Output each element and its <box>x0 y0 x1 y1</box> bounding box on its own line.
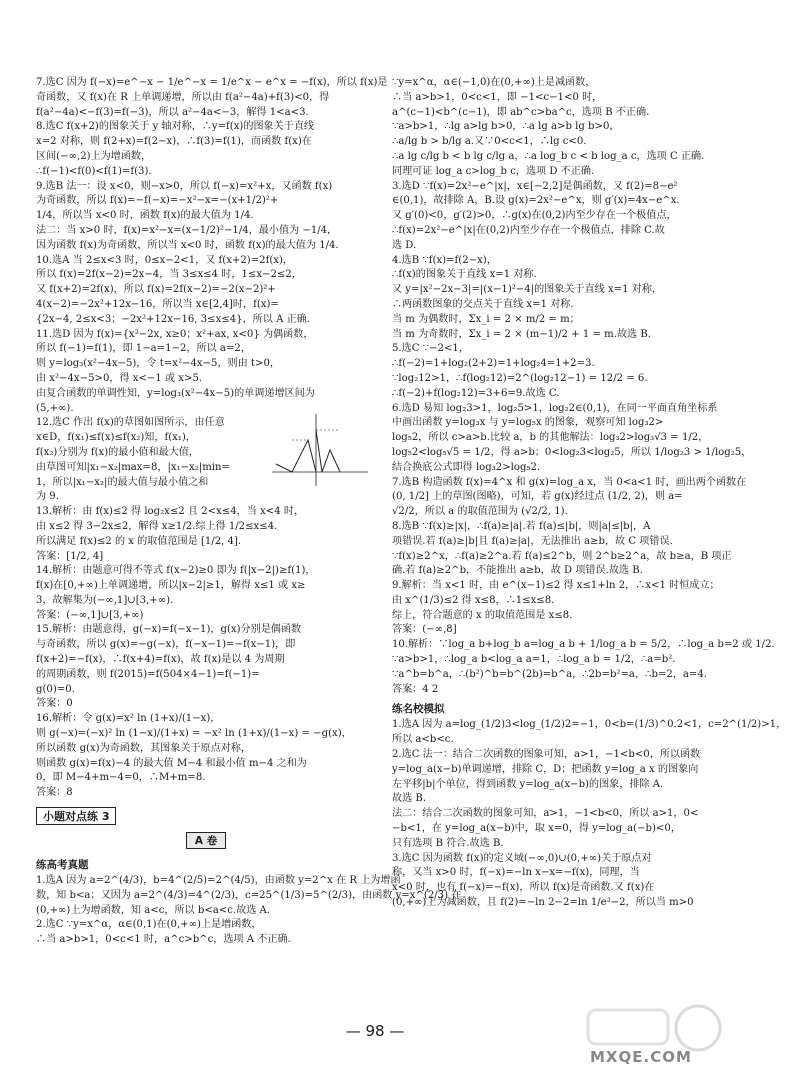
text-line: 由复合函数的单调性知，y=log₃(x²−4x−5)的单调递增区间为 <box>36 387 315 399</box>
text-line: (0,+∞)上为减函数，且 f(2)=−ln 2−2=ln 1/e²−2，所以当 m>0 <box>392 897 694 909</box>
text-line: 综上，符合题意的 x 的取值范围是 x≤8. <box>392 609 573 621</box>
text-line: 所以函数 g(x)为奇函数，其图象关于原点对称， <box>36 742 252 754</box>
text-line: 确.若 f(a)≥2^b，不能推出 a≥b，故 D 项错误.故选 B. <box>392 565 643 577</box>
text-line: 16.解析：令 g(x)=x² ln (1+x)/(1−x)， <box>36 713 221 725</box>
text-line: 9.选B 法一：设 x<0，则−x>0，所以 f(−x)=x²+x，又函数 f(x) <box>36 180 333 192</box>
text-line: 为 9. <box>36 491 59 503</box>
text-line: ∴f(x)=2x²−e^|x|在(0,2)内至少存在一个极值点，排除 C.故 <box>392 224 665 236</box>
text-line: 结合换底公式即得 log₃2>log₅2. <box>392 461 541 473</box>
text-line: 答案：8 <box>36 787 73 799</box>
text-line: 又 g′(0)<0，g′(2)>0，∴g(x)在(0,2)内至少存在一个极值点， <box>392 210 677 222</box>
function-sketch-figure <box>270 410 370 490</box>
text-line: 所以 f(−1)=f(1)，即 1−a=1−2，所以 a=2， <box>36 343 251 355</box>
text-line: log₅2，所以 c>a>b.比较 a，b 的其他解法：log₃2>log₃√3 = 1/2， <box>392 432 709 444</box>
text-line: 10.解析：∵log_a b+log_b a=log_a b + 1/log_a b = 5/2，∴log_a b=2 或 1/2. <box>392 639 775 651</box>
gaokao-section-title: 练高考真题 <box>36 859 89 872</box>
text-line: 5.选C ∵−2<1， <box>392 343 469 355</box>
text-line: 项错误.若 f(a)≥|b|且 f(a)≥|a|，无法推出 a≥b，故 C 项错误. <box>392 535 673 547</box>
text-line: 2.选C ∵y=x^α，α∈(0,1)在(0,+∞)上是增函数， <box>36 919 262 931</box>
text-line: 所以 a<b<c. <box>392 734 454 746</box>
text-line: ∵log₂12>1，∴f(log₂12)=2^(log₂12−1) = 12/2 = 6. <box>392 372 648 384</box>
text-line: 由 x≤2 得 3−2x≤2，解得 x≥1/2.综上得 1/2≤x≤4. <box>36 520 278 532</box>
text-line: 选 D. <box>392 239 417 251</box>
text-line: 为奇函数，所以 f(x)=−f(−x)=−x²−x=−(x+1/2)²+ <box>36 195 279 207</box>
text-line: 答案：4 2 <box>392 683 439 695</box>
text-line: 答案：0 <box>36 698 73 710</box>
text-line: ∴当 a>b>1，0<c<1，即 −1<c−1<0 时， <box>392 91 603 103</box>
text-line: 因为函数 f(x)为奇函数，所以当 x<0 时，函数 f(x)的最大值为 1/4. <box>36 239 339 251</box>
text-line: f(a²−4a)<−f(3)=f(−3)，所以 a²−4a<−3，解得 1<a<3. <box>36 106 309 118</box>
text-line: √2/2，所以 a 的取值范围为 (√2/2, 1). <box>392 506 568 518</box>
text-line: x<0 时，也有 f(−x)=−f(x)，所以 f(x)是奇函数.又 f(x)在 <box>392 882 655 894</box>
text-line: 数，知 b<a；又因为 a=2^(4/3)=4^(2/3)，c=25^(1/3)=5^(2/3)，由函数 y=x^(2/3) 在 <box>36 889 462 901</box>
text-line: ∴a/lg b > b/lg a.又∵0<c<1，∴lg c<0. <box>392 136 587 148</box>
text-line: 中画出函数 y=log₃x 与 y=log₅x 的图象，观察可知 log₃2> <box>392 417 664 429</box>
text-line: 1/4，所以当 x<0 时，函数 f(x)的最大值为 1/4. <box>36 210 254 222</box>
text-line: 由 x²−4x−5>0，得 x<−1 或 x>5. <box>36 372 203 384</box>
text-line: 4(x−2)=−2x²+12x−16，所以当 x∈[2,4]时，f(x)= <box>36 298 279 310</box>
text-line: 的周期函数，则 f(2015)=f(504×4−1)=f(−1)= <box>36 668 260 680</box>
text-line: 称，又当 x>0 时，f(−x)=−ln x−x=−f(x)，同理，当 <box>392 867 640 879</box>
text-line: f(x+2)=−f(x)，∴f(x+4)=f(x)，故 f(x)是以 4 为周期 <box>36 654 285 666</box>
text-line: 所以 f(x)=2f(x−2)=2x−4，当 3≤x≤4 时，1≤x−2≤2， <box>36 269 302 281</box>
text-line: 7.选B 构造函数 f(x)=4^x 和 g(x)=log_a x，当 0<a<1 时，画出两个函数在 <box>392 476 747 488</box>
text-line: ∵a^b=b^a，∴(b²)^b=b^(2b)=b^a，∴2b=b²=a，∴b=2，a=4. <box>392 668 707 680</box>
text-line: 由 x^(1/3)≤2 得 x≤8，∴1≤x≤8. <box>392 594 555 606</box>
text-line: 1，所以|x₁−x₂|的最大值与最小值之和 <box>36 476 209 488</box>
text-line: x=2 对称，则 f(2+x)=f(2−x)，∴f(3)=f(1)，而函数 f(x)在 <box>36 136 312 148</box>
text-line: f(x)在[0,+∞)上单调递增，所以|x−2|≥1，解得 x≤1 或 x≥ <box>36 580 306 592</box>
right-column <box>392 76 786 911</box>
text-line: ∵a>b>1，∴log_a b<log_a a=1，∴log_a b = 1/2，∴a=b². <box>392 654 676 666</box>
text-line: 只有选项 B 符合.故选 B. <box>392 837 504 849</box>
text-line: 3.选C 因为函数 f(x)的定义域(−∞,0)∪(0,+∞)关于原点对 <box>392 852 652 864</box>
text-line: 法二：当 x>0 时，f(x)=x²−x=(x−1/2)²−1/4，最小值为 −1/4， <box>36 224 338 236</box>
text-line: 由草图可知|x₁−x₂|max=8，|x₁−x₂|min= <box>36 461 230 473</box>
text-line: a^(c−1)<b^(c−1)，即 ab^c>ba^c，选项 B 不正确. <box>392 106 650 118</box>
text-line: (5,+∞). <box>36 402 74 414</box>
text-line: 故选 B. <box>392 793 427 805</box>
text-line: 6.选D 易知 log₂3>1，log₂5>1，log₂2∈(0,1)，在同一平面直角坐标系 <box>392 402 718 414</box>
text-line: 答案：(−∞,8] <box>392 624 457 636</box>
text-line: 当 m 为奇数时，Σx_i = 2 × (m−1)/2 + 1 = m.故选 B. <box>392 328 651 340</box>
text-line: ∴f(−1)<f(0)<f(1)=f(3). <box>36 165 152 177</box>
text-line: 0，即 M−4+m−4=0，∴M+m=8. <box>36 772 206 784</box>
text-line: 7.选C 因为 f(−x)=e^−x − 1/e^−x = 1/e^x − e^x = −f(x)，所以 f(x)是 <box>36 77 388 88</box>
text-line: 8.选B ∵f(x)≥|x|，∴f(a)≥|a|.若 f(a)≤|b|，则|a|≤|b|，A <box>392 520 651 532</box>
text-line: (0, 1/2] 上的草图(图略)，可知，若 g(x)经过点 (1/2, 2)，则 a= <box>392 491 683 503</box>
text-line: 11.选D 因为 f(x)={x²−2x, x≥0；x²+ax, x<0} 为偶函数， <box>36 328 314 340</box>
text-line: (0,+∞)上为增函数，知 a<c，所以 b<a<c.故选 A. <box>36 904 271 916</box>
text-line: {2x−4, 2≤x<3；−2x²+12x−16, 3≤x≤4}，所以 A 正确. <box>36 313 310 325</box>
text-line: 10.选A 当 2≤x<3 时，0≤x−2<1，又 f(x+2)=2f(x)， <box>36 254 293 266</box>
text-line: 左平移|b|个单位，得到函数 y=log_a(x−b)的图象，排除 A. <box>392 778 664 790</box>
text-line: ∴f(−2)=1+log₂(2+2)=1+log₂4=1+2=3. <box>392 358 595 370</box>
text-line: 14.解析：由题意可得不等式 f(x−2)≥0 即为 f(|x−2|)≥f(1)， <box>36 565 316 577</box>
text-line: 则 g(−x)=(−x)² ln (1−x)/(1+x) = −x² ln (1+x)/(1−x) = −g(x)， <box>36 728 352 740</box>
text-line: ∵a>b>1，∴lg a>lg b>0，∴a lg a>b lg b>0， <box>392 121 620 133</box>
text-line: 答案：[1/2, 4] <box>36 550 104 562</box>
text-line: 9.解析：当 x<1 时，由 e^(x−1)≤2 得 x≤1+ln 2，∴x<1 时恒成立； <box>392 580 720 592</box>
section-title: 小题对点练 3 <box>36 807 116 825</box>
text-line: ∴当 a>b>1，0<c<1 时，a^c>b^c，选项 A 不正确. <box>36 934 291 946</box>
text-line: 13.解析：由 f(x)≤2 得 log₂x≤2 且 2<x≤4，当 x<4 时， <box>36 506 305 518</box>
text-line: 又 f(x+2)=2f(x)，所以 f(x)=2f(x−2)=−2(x−2)²+ <box>36 284 276 296</box>
text-line: 同理可证 log_a c>log_b c，选项 D 不正确. <box>392 165 595 177</box>
text-line: 又 y=|x²−2x−3|=|(x−1)²−4|的图象关于直线 x=1 对称， <box>392 284 663 296</box>
text-line: 则 y=log₃(x²−4x−5)，令 t=x²−4x−5，则由 t>0， <box>36 358 280 370</box>
text-line: 当 m 为偶数时，Σx_i = 2 × m/2 = m； <box>392 313 580 325</box>
text-line: 15.解析：由题意得，g(−x)=f(−x−1)，g(x)分别是偶函数 <box>36 624 302 636</box>
watermark-text: MXQE.COM <box>590 1048 692 1066</box>
text-line: 4.选B ∵f(x)=f(2−x)， <box>392 254 497 266</box>
page-number: — 98 — <box>345 1022 405 1040</box>
text-line: 奇函数，又 f(x)在 R 上单调递增，所以由 f(a²−4a)+f(3)<0，得 <box>36 91 330 103</box>
text-line: f(x₂)分别为 f(x)的最小值和最大值， <box>36 446 199 458</box>
text-line: 3.选D ∵f(x)=2x²−e^|x|，x∈[−2,2]是偶函数，又 f(2)=8−e² <box>392 180 678 192</box>
text-line: ∴两函数图象的交点关于直线 x=1 对称. <box>392 298 574 310</box>
text-line: ∴a lg c/lg b < b lg c/lg a，∴a log_b c < b log_a c，选项 C 正确. <box>392 150 705 162</box>
a-juan-label: A 卷 <box>186 832 226 849</box>
text-line: g(0)=0. <box>36 683 75 695</box>
text-line: 所以满足 f(x)≤2 的 x 的取值范围是 [1/2, 4]. <box>36 535 242 547</box>
text-line: ∴f(−2)+f(log₂12)=3+6=9.故选 C. <box>392 387 560 399</box>
text-line: 3，故解集为(−∞,1]∪[3,+∞). <box>36 594 174 606</box>
text-line: 法二：结合二次函数的图象可知，a>1，−1<b<0，所以 a>1，0< <box>392 808 699 820</box>
mingxiao-section-title: 练名校模拟 <box>392 703 445 716</box>
text-line: 1.选A 因为 a=log_(1/2)3<log_(1/2)2=−1，0<b=(1/3)^0.2<1，c=2^(1/2)>1， <box>392 719 786 731</box>
text-line: ∵y=x^α，α∈(−1,0)在(0,+∞)上是减函数， <box>392 77 596 88</box>
text-line: ∈(0,1)，故排除 A，B.设 g(x)=2x²−e^x，则 g′(x)=4x−e^x. <box>392 195 680 207</box>
text-line: 2.选C 法一：结合二次函数的图象可知，a>1，−1<b<0，所以函数 <box>392 749 701 761</box>
text-line: −b<1，在 y=log_a(x−b)中，取 x=0，得 y=log_a(−b)<0， <box>392 823 681 835</box>
text-line: 答案：(−∞,1]∪[3,+∞) <box>36 609 144 621</box>
text-line: 8.选C f(x+2)的图象关于 y 轴对称，∴y=f(x)的图象关于直线 <box>36 121 315 133</box>
text-line: 12.选C 作出 f(x)的草图如图所示，由任意 <box>36 417 225 429</box>
text-line: 则函数 g(x)=f(x)−4 的最大值 M−4 和最小值 m−4 之和为 <box>36 757 307 769</box>
text-line: 与奇函数，所以 g(x)=−g(−x)，f(−x−1)=−f(x−1)，即 <box>36 639 296 651</box>
text-line: ∴f(x)的图象关于直线 x=1 对称. <box>392 269 537 281</box>
text-line: x∈D，f(x₁)≤f(x)≤f(x₂)知，f(x₁)， <box>36 432 196 444</box>
text-line: log₅2<log₅√5 = 1/2，得 a>b；0<log₂3<log₂5，所以 1/log₂3 > 1/log₂5， <box>392 446 752 458</box>
text-line: ∵f(x)≥2^x，∴f(a)≥2^a.若 f(a)≤2^b，则 2^b≥2^a，故 b≥a，B 项正 <box>392 550 732 562</box>
text-line: 区间(−∞,2)上为增函数， <box>36 150 152 162</box>
text-line: 1.选A 因为 a=2^(4/3)，b=4^(2/5)=2^(4/5)，由函数 y=2^x 在 R 上为增函 <box>36 875 401 887</box>
text-line: y=log_a(x−b)单调递增，排除 C，D；把函数 y=log_a x 的图象向 <box>392 763 699 775</box>
